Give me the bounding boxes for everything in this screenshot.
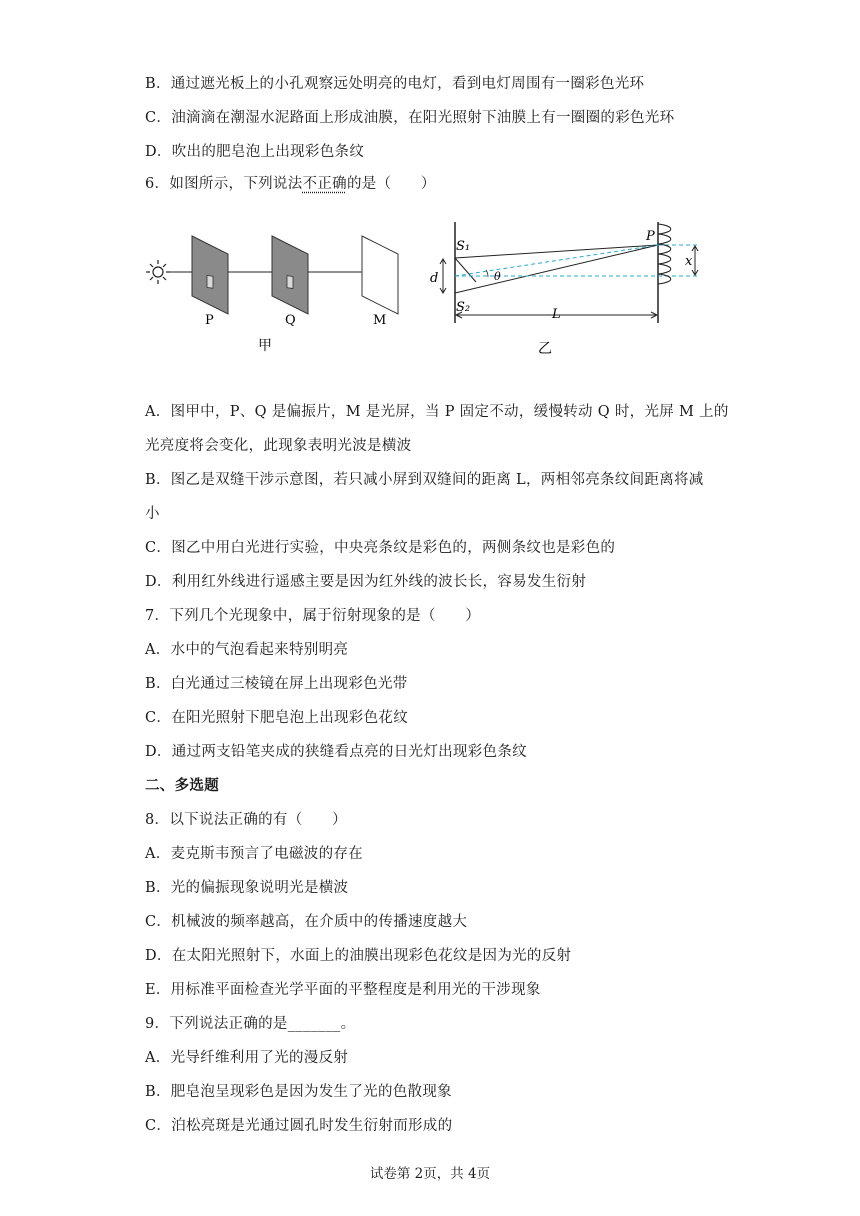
q5-option-c: C．油滴滴在潮湿水泥路面上形成油膜，在阳光照射下油膜上有一圈圈的彩色光环: [145, 110, 675, 126]
ray-s1-p: [455, 245, 658, 258]
ray-center-p: [455, 245, 658, 276]
polarizer-p: [192, 236, 228, 314]
label-l: L: [552, 307, 561, 322]
q6-stem-emphasis: 不正确: [302, 176, 347, 192]
q5-option-b: B．通过遮光板上的小孔观察远处明亮的电灯，看到电灯周围有一圈彩色光环: [145, 76, 645, 92]
label-m: M: [373, 313, 387, 328]
polarizer-q: [272, 236, 308, 314]
q8-option-e: E．用标准平面检查光学平面的平整程度是利用光的干涉现象: [145, 982, 541, 998]
q6-option-d: D．利用红外线进行遥感主要是因为红外线的波长长，容易发生衍射: [145, 574, 587, 590]
caption-jia: 甲: [258, 338, 272, 354]
q9-option-b: B．肥皂泡呈现彩色是因为发生了光的色散现象: [145, 1084, 452, 1100]
q6-option-a-line2: 光亮度将会变化，此现象表明光波是横波: [145, 438, 412, 454]
section-title: 二、多选题: [145, 777, 219, 794]
label-x: x: [685, 254, 693, 269]
q8-option-c: C．机械波的频率越高，在介质中的传播速度越大: [145, 914, 468, 930]
q6-stem-pre: 6．如图所示，下列说法: [145, 176, 303, 192]
q6-stem: [145, 172, 436, 193]
label-s2: S₂: [456, 300, 471, 315]
ray-s2-p: [455, 245, 658, 293]
label-q: Q: [285, 313, 296, 328]
caption-yi: 乙: [538, 341, 552, 357]
light-source-icon: [146, 260, 170, 284]
q6-option-b-line2: 小: [145, 506, 160, 522]
label-d: d: [430, 271, 439, 286]
q6-figure: [140, 210, 720, 360]
q7-option-b: B．白光通过三棱镜在屏上出现彩色光带: [145, 676, 408, 692]
screen-m: [362, 236, 398, 314]
label-p: P: [205, 313, 214, 328]
q8-option-a: A．麦克斯韦预言了电磁波的存在: [145, 846, 363, 862]
q6-stem-post: 的是（ ）: [346, 176, 436, 192]
q6-option-a-line1: A．图甲中，P、Q 是偏振片，M 是光屏，当 P 固定不动，缓慢转动 Q 时，光屏 M 上的: [145, 404, 729, 420]
q6-option-c: C．图乙中用白光进行实验，中央亮条纹是彩色的，两侧条纹也是彩色的: [145, 540, 616, 556]
q8-option-b: B．光的偏振现象说明光是横波: [145, 880, 349, 896]
q9-stem: 9．下列说法正确的是_______。: [145, 1016, 356, 1032]
page-footer: 试卷第 2页，共 4页: [369, 1166, 491, 1182]
q7-option-c: C．在阳光照射下肥皂泡上出现彩色花纹: [145, 710, 408, 726]
q9-option-a: A．光导纤维利用了光的漫反射: [145, 1050, 349, 1066]
q8-stem: 8．以下说法正确的有（ ）: [145, 812, 347, 828]
q8-option-d: D．在太阳光照射下，水面上的油膜出现彩色花纹是因为光的反射: [145, 948, 572, 964]
label-p-point: P: [646, 229, 655, 244]
ray-s1-foot: [455, 258, 476, 282]
q9-option-c: C．泊松亮斑是光通过圆孔时发生衍射而形成的: [145, 1118, 453, 1134]
label-s1: S₁: [456, 239, 471, 254]
q6-option-b-line1: B．图乙是双缝干涉示意图，若只减小屏到双缝间的距离 L，两相邻亮条纹间距离将减: [145, 472, 704, 488]
q5-option-d: D．吹出的肥皂泡上出现彩色条纹: [145, 144, 365, 160]
q7-option-a: A．水中的气泡看起来特别明亮: [145, 642, 349, 658]
label-theta: θ: [494, 270, 501, 283]
intensity-pattern: [658, 224, 671, 284]
q7-stem: 7．下列几个光现象中，属于衍射现象的是（ ）: [145, 608, 481, 624]
q7-option-d: D．通过两支铅笔夹成的狭缝看点亮的日光灯出现彩色条纹: [145, 744, 527, 760]
